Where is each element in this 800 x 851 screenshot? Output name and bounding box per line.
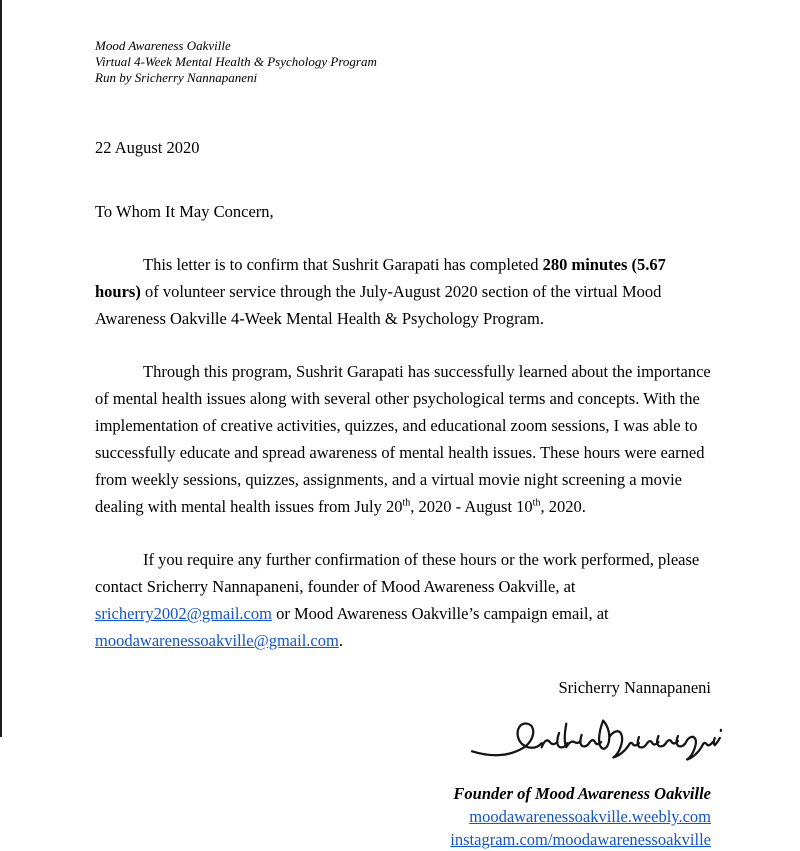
email-link[interactable]: moodawarenessoakville@gmail.com <box>95 631 339 650</box>
footer-links <box>95 805 711 851</box>
body-text: Through this program, Sushrit Garapati has successfully learned about the importance of mental health issues along with several other psychological terms and concepts. With the implementation of creative activities, quizzes, and educational zoom sessions, I was able to successfully educate and spread awareness of mental health issues. These hours were earned from weekly sessions, quizzes, assignments, and a virtual movie night screening a movie dealing with mental health issues from July 20 <box>95 362 711 516</box>
body-text: . <box>338 631 343 650</box>
letter-paragraph <box>95 546 711 654</box>
letter-body <box>95 251 711 654</box>
letterhead-org-name: Mood Awareness Oakville <box>95 38 231 53</box>
salutation: To Whom It May Concern, <box>95 202 274 221</box>
body-text: If you require any further confirmation of these hours or the work performed, please contact Sricherry Nannapaneni, founder of Mood Awareness Oakville, at <box>95 550 700 596</box>
founder-title: Founder of Mood Awareness Oakville <box>453 784 711 803</box>
letterhead-program-name: Virtual 4-Week Mental Health & Psychology Program <box>95 54 377 69</box>
page-edge-line <box>0 0 2 737</box>
body-text: , 2020 - August 10 <box>410 497 533 516</box>
letterhead <box>95 38 711 86</box>
signoff-block <box>95 678 711 851</box>
letterhead-run-by: Run by Sricherry Nannapaneni <box>95 70 258 85</box>
letter-paragraph <box>95 358 711 520</box>
typed-name: Sricherry Nannapaneni <box>558 678 711 697</box>
letter-paragraph <box>95 251 711 332</box>
body-text: This letter is to confirm that Sushrit Garapati has completed <box>143 255 543 274</box>
signature-image <box>469 710 725 769</box>
ordinal-superscript: th <box>532 497 541 509</box>
body-text: , 2020. <box>540 497 586 516</box>
email-link[interactable]: sricherry2002@gmail.com <box>95 604 272 623</box>
ordinal-superscript: th <box>402 497 411 509</box>
body-text: of volunteer service through the July-August 2020 section of the virtual Mood Awareness Oakville 4-Week Mental Health & Psychology Program. <box>95 282 662 328</box>
instagram-link[interactable]: instagram.com/moodawarenessoakville <box>450 830 711 849</box>
website-link[interactable]: moodawarenessoakville.weebly.com <box>469 807 711 826</box>
letter-date: 22 August 2020 <box>95 138 200 157</box>
bold-text: 280 minutes (5.67 hours) <box>95 255 666 301</box>
letter-content <box>95 38 711 851</box>
body-text: or Mood Awareness Oakville’s campaign email, at <box>271 604 609 623</box>
